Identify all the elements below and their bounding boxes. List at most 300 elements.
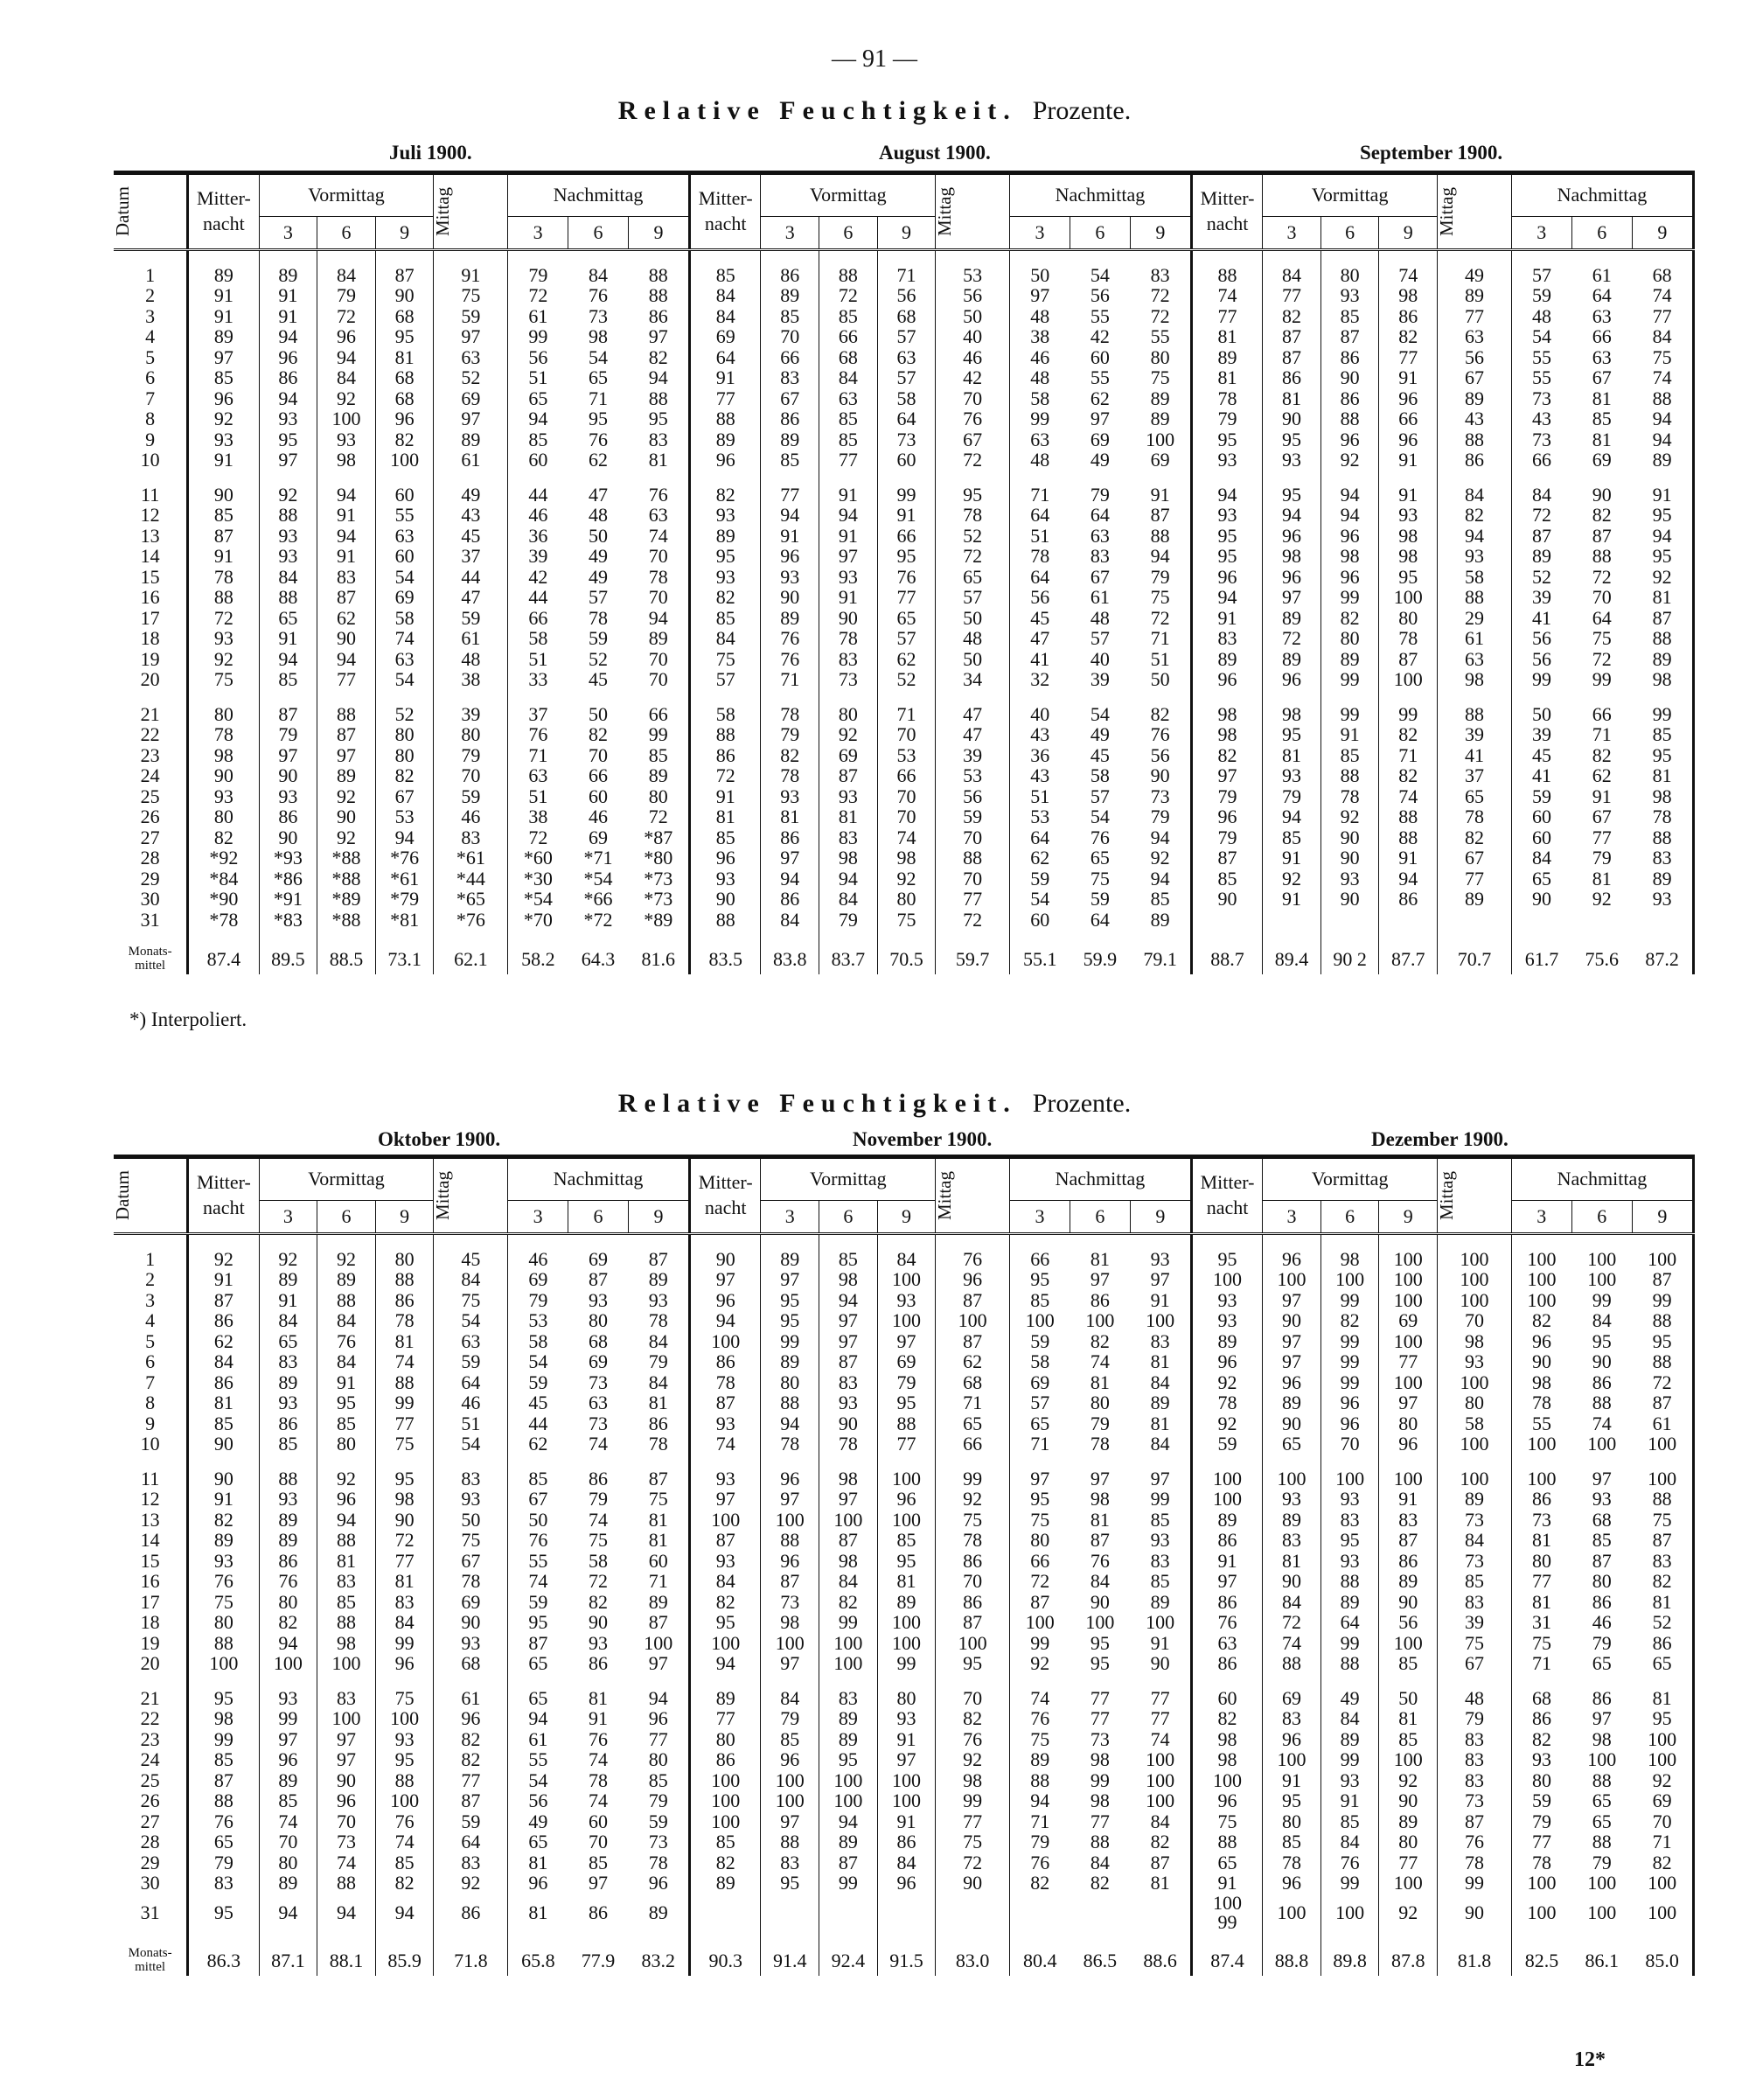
value-cell: 92	[1320, 807, 1379, 828]
monatsmittel-label: Monats- mittel	[114, 1946, 188, 1976]
value-cell: 96	[528, 1872, 548, 1894]
value-cell: 99	[1320, 1873, 1379, 1894]
month-label: November 1900.	[853, 1128, 993, 1150]
value-cell: 96	[317, 1490, 376, 1510]
value-cell: 88	[819, 265, 878, 286]
value-cell: 98	[761, 1613, 819, 1634]
value-cell: 84	[1320, 1709, 1379, 1730]
value-cell: 41	[1438, 745, 1512, 766]
value-cell: 46	[528, 504, 548, 527]
value-cell: 77	[1090, 1810, 1110, 1832]
table-row	[114, 1249, 1694, 1270]
value-cell: 84	[761, 910, 819, 931]
value-cell: 65	[1592, 1652, 1612, 1675]
value-cell: 70	[317, 1811, 376, 1832]
value-cell: 63	[629, 506, 690, 527]
value-cell: 93	[1632, 890, 1693, 910]
value-cell: 88	[1592, 1831, 1612, 1853]
value-cell: 81	[1532, 1590, 1552, 1613]
value-cell: 48	[1532, 304, 1552, 327]
day-cell: 4	[114, 1311, 188, 1332]
value-cell: 82	[434, 1750, 508, 1771]
value-cell: 89	[1379, 1811, 1438, 1832]
value-cell: 75	[877, 910, 936, 931]
value-cell: 75	[629, 1490, 690, 1510]
value-cell: 97	[819, 1311, 878, 1332]
value-cell: 98	[1191, 725, 1262, 746]
value-cell: 86	[1191, 1654, 1262, 1675]
value-cell: 81	[528, 1901, 548, 1923]
mitternacht-header: Mitter- nacht	[1191, 1157, 1262, 1234]
value-cell: 91	[188, 306, 259, 327]
value-cell: 86	[1592, 1371, 1612, 1393]
value-cell: 64	[1592, 606, 1612, 629]
value-cell: 90	[1532, 888, 1552, 910]
value-cell: 66	[1030, 1549, 1050, 1572]
value-cell: 98	[1379, 547, 1438, 568]
value-cell: 74	[877, 827, 936, 848]
value-cell: 84	[1592, 1309, 1612, 1332]
value-cell: 89	[1191, 1331, 1262, 1352]
mean-cell: 87.4	[1191, 1946, 1262, 1976]
mitternacht-header: Mitter- nacht	[188, 1157, 259, 1234]
value-cell: 59	[936, 807, 1010, 828]
value-cell: 95	[1191, 1249, 1262, 1270]
value-cell: 100	[1379, 670, 1438, 691]
value-cell: 69	[589, 1247, 609, 1270]
value-cell: 46	[434, 807, 508, 828]
value-cell: 65	[528, 1652, 548, 1675]
value-cell: 65	[1532, 867, 1552, 890]
day-cell: 1	[114, 1249, 188, 1270]
value-cell: 94	[317, 526, 376, 547]
value-cell: 97	[317, 745, 376, 766]
value-cell: 94	[629, 368, 690, 389]
value-cell: 67	[1438, 368, 1512, 389]
value-cell: 86	[877, 1832, 936, 1853]
value-cell: 85	[690, 1832, 761, 1853]
value-cell: 99	[1592, 1288, 1612, 1311]
value-cell: 85	[528, 428, 548, 450]
value-cell: 69	[1592, 449, 1612, 471]
value-cell: 92	[259, 1249, 317, 1270]
value-cell: 50	[1030, 263, 1050, 286]
value-cell: 96	[375, 1654, 434, 1675]
value-cell: 99	[1632, 704, 1693, 725]
value-cell: 68	[375, 368, 434, 389]
value-cell: 89	[761, 1352, 819, 1373]
value-cell: 59	[629, 1811, 690, 1832]
value-cell: 91	[259, 306, 317, 327]
value-cell: 88	[317, 1873, 376, 1894]
value-cell: 97	[819, 1331, 878, 1352]
day-cell: 12	[114, 506, 188, 527]
value-cell: 69	[1379, 1311, 1438, 1332]
value-cell: 94	[259, 327, 317, 348]
value-cell: 91	[1130, 1633, 1191, 1654]
value-cell: 70	[761, 327, 819, 348]
value-cell: 100	[1438, 1434, 1512, 1455]
value-cell: 89	[1263, 1510, 1321, 1531]
value-cell: 70	[1592, 586, 1612, 609]
value-cell: 56	[1379, 1613, 1438, 1634]
value-cell: 94	[1320, 485, 1379, 506]
value-cell: 60	[375, 547, 434, 568]
value-cell: 97	[1263, 1331, 1321, 1352]
value-cell: 100	[1587, 1268, 1617, 1291]
hour-header: 6	[1320, 216, 1379, 249]
value-cell: 65	[528, 1831, 548, 1853]
value-cell: 87	[1263, 347, 1321, 368]
value-cell: 39	[1438, 1613, 1512, 1634]
hour-header: 3	[508, 1200, 568, 1233]
value-cell: 71	[1592, 723, 1612, 746]
value-cell: 80	[375, 745, 434, 766]
value-cell: 88	[1379, 827, 1438, 848]
value-cell: 88	[1592, 545, 1612, 568]
hour-header: 9	[877, 216, 936, 249]
value-cell: *54	[523, 888, 553, 910]
value-cell: 73	[589, 1412, 609, 1434]
value-cell: 74	[375, 629, 434, 650]
hour-header: 9	[375, 216, 434, 249]
value-cell: 48	[1030, 366, 1050, 389]
value-cell: 92	[1263, 869, 1321, 890]
value-cell: 83	[1320, 1510, 1379, 1531]
value-cell: 93	[877, 1709, 936, 1730]
value-cell: 94	[1632, 526, 1693, 547]
value-cell: 76	[877, 567, 936, 588]
value-cell: 45	[1090, 743, 1110, 766]
value-cell: 95	[761, 1311, 819, 1332]
value-cell: 75	[1632, 347, 1693, 368]
value-cell: 58	[375, 608, 434, 629]
value-cell: 93	[1130, 1531, 1191, 1552]
value-cell: 61	[434, 450, 508, 471]
value-cell: 86	[1379, 306, 1438, 327]
value-cell: 84	[629, 1372, 690, 1393]
value-cell: 63	[1438, 649, 1512, 670]
value-cell: 65	[188, 1832, 259, 1853]
value-cell: 94	[1130, 869, 1191, 890]
value-cell: 83	[1632, 1551, 1693, 1572]
value-cell: 88	[1632, 388, 1693, 409]
value-cell: 90	[690, 1249, 761, 1270]
value-cell: 97	[761, 848, 819, 869]
mean-cell: 86.3	[188, 1946, 259, 1976]
table-row	[114, 1352, 1694, 1373]
value-cell: 82	[1592, 504, 1612, 527]
value-cell: 88	[1632, 1352, 1693, 1373]
value-cell: 99	[1320, 704, 1379, 725]
hour-header: 3	[259, 1200, 317, 1233]
value-cell: 93	[188, 429, 259, 450]
value-cell: 77	[877, 588, 936, 609]
value-cell: 99	[1320, 1750, 1379, 1771]
value-cell: 46	[1592, 1611, 1612, 1634]
value-cell: 88	[259, 506, 317, 527]
value-cell: 84	[1438, 485, 1512, 506]
value-cell: 41	[1532, 764, 1552, 787]
value-cell: 95	[375, 1469, 434, 1490]
day-cell: 4	[114, 327, 188, 348]
value-cell: 56	[1130, 745, 1191, 766]
value-cell: 86	[1379, 890, 1438, 910]
hour-header: 6	[1070, 216, 1130, 249]
value-cell: 79	[259, 725, 317, 746]
value-cell: 98	[1592, 1727, 1612, 1750]
value-cell: 52	[375, 704, 434, 725]
value-cell: 87	[1090, 1529, 1110, 1552]
value-cell: 72	[629, 807, 690, 828]
value-cell: 65	[936, 1413, 1010, 1434]
value-cell: 98	[1438, 1331, 1512, 1352]
value-cell: 94	[1379, 869, 1438, 890]
vormittag-header: Vormittag	[761, 173, 936, 217]
value-cell: 91	[1263, 1770, 1321, 1791]
value-cell: 49	[1438, 265, 1512, 286]
value-cell: 98	[375, 1490, 434, 1510]
value-cell: 100	[819, 1770, 878, 1791]
mean-cell: 87.8	[1379, 1946, 1438, 1976]
value-cell: 84	[761, 1688, 819, 1709]
day-cell: 6	[114, 1352, 188, 1373]
value-cell: 88	[1130, 526, 1191, 547]
value-cell: 81	[1592, 387, 1612, 409]
footnote: *) Interpoliert.	[129, 1008, 247, 1030]
value-cell: 59	[434, 1811, 508, 1832]
value-cell: 67	[1090, 565, 1110, 588]
value-cell: 88	[761, 1393, 819, 1414]
value-cell: 48	[589, 504, 609, 527]
value-cell: 83	[317, 567, 376, 588]
value-cell: 100	[1263, 1270, 1321, 1291]
value-cell: 78	[1030, 545, 1050, 568]
value-cell: 77	[761, 485, 819, 506]
value-cell: 80	[690, 1729, 761, 1750]
value-cell: 88	[259, 588, 317, 609]
value-cell: 41	[1532, 606, 1552, 629]
value-cell: 91	[259, 1290, 317, 1311]
value-cell: 66	[1030, 1247, 1050, 1270]
table-row	[114, 1270, 1694, 1291]
mean-cell: 87.4	[188, 945, 259, 974]
value-cell: 84	[259, 1311, 317, 1332]
table-row	[114, 1709, 1694, 1730]
value-cell: *80	[629, 848, 690, 869]
value-cell: 64	[434, 1372, 508, 1393]
table-row	[114, 1852, 1694, 1873]
value-cell: 91	[1191, 1551, 1262, 1572]
value-cell: 59	[1030, 1329, 1050, 1352]
value-cell: *83	[259, 910, 317, 931]
value-cell: 84	[690, 1572, 761, 1593]
value-cell: 90	[188, 485, 259, 506]
value-cell: 39	[1090, 668, 1110, 691]
value-cell: 60	[375, 485, 434, 506]
value-cell: 86	[761, 890, 819, 910]
value-cell: 89	[259, 1270, 317, 1291]
value-cell: 77	[1130, 1688, 1191, 1709]
value-cell: 78	[761, 1434, 819, 1455]
value-cell: 78	[629, 1852, 690, 1873]
value-cell: 100	[1379, 1873, 1438, 1894]
value-cell: 76	[188, 1572, 259, 1593]
value-cell: 89	[1632, 450, 1693, 471]
value-cell: 88	[375, 1770, 434, 1791]
value-cell: 94	[1632, 429, 1693, 450]
value-cell: 78	[629, 1434, 690, 1455]
value-cell: 81	[1130, 1873, 1191, 1894]
value-cell: 79	[1130, 567, 1191, 588]
value-cell: 88	[629, 265, 690, 286]
value-cell: 82	[819, 1592, 878, 1613]
value-cell: 86	[589, 1467, 609, 1490]
table-row	[114, 725, 1694, 746]
value-cell: 85	[1320, 1811, 1379, 1832]
table-row	[114, 327, 1694, 348]
value-cell: 86	[259, 368, 317, 389]
value-cell: 98	[1090, 1790, 1110, 1812]
value-cell: 77	[690, 1709, 761, 1730]
value-cell: 78	[1532, 1392, 1552, 1414]
value-cell: 99	[1130, 1490, 1191, 1510]
value-cell: 95	[877, 1393, 936, 1414]
value-cell: 59	[528, 1371, 548, 1393]
value-cell: 78	[1379, 629, 1438, 650]
value-cell: 69	[1090, 428, 1110, 450]
value-cell: 78	[819, 629, 878, 650]
value-cell: 88	[1632, 1490, 1693, 1510]
mean-cell: 85.9	[375, 1946, 434, 1976]
value-cell: 89	[1532, 545, 1552, 568]
value-cell: 87	[317, 725, 376, 746]
value-cell: 93	[259, 409, 317, 430]
value-cell: 85	[819, 429, 878, 450]
value-cell: 76	[1090, 1549, 1110, 1572]
value-cell: 97	[1379, 1393, 1438, 1414]
value-cell: *73	[629, 890, 690, 910]
value-cell: 95	[690, 1613, 761, 1634]
value-cell: 95	[1379, 567, 1438, 588]
value-cell: 84	[317, 368, 376, 389]
value-cell: 58	[1030, 1350, 1050, 1373]
value-cell: 90	[1320, 827, 1379, 848]
title-main: Relative Feuchtigkeit.	[617, 1089, 1017, 1118]
value-cell: 88	[1090, 1831, 1110, 1853]
value-cell: 65	[1592, 1790, 1612, 1812]
value-cell: 95	[528, 1611, 548, 1634]
value-cell	[1379, 910, 1438, 931]
value-cell: 66	[819, 327, 878, 348]
value-cell: *61	[375, 869, 434, 890]
mean-cell: 87.7	[1379, 945, 1438, 974]
value-cell: 77	[1130, 1709, 1191, 1730]
value-cell: 92	[317, 1249, 376, 1270]
value-cell: 78	[1632, 807, 1693, 828]
value-cell: 90	[188, 1434, 259, 1455]
value-cell: 80	[188, 807, 259, 828]
value-cell: 52	[1632, 1613, 1693, 1634]
value-cell: 99	[1320, 588, 1379, 609]
value-cell: 63	[434, 347, 508, 368]
value-cell: 39	[1438, 725, 1512, 746]
value-cell: 97	[1263, 588, 1321, 609]
value-cell: 90	[1263, 1311, 1321, 1332]
value-cell: 54	[589, 345, 609, 368]
value-cell: 80	[188, 1613, 259, 1634]
value-cell: 65	[936, 567, 1010, 588]
value-cell: 88	[690, 910, 761, 931]
value-cell: 77	[1090, 1707, 1110, 1730]
value-cell: 87	[690, 1393, 761, 1414]
value-cell: 91	[589, 1707, 609, 1730]
value-cell: 90	[1320, 848, 1379, 869]
day-cell: 25	[114, 786, 188, 807]
value-cell: 82	[1030, 1872, 1050, 1894]
value-cell: 100	[877, 1510, 936, 1531]
value-cell: 83	[1438, 1729, 1512, 1750]
value-cell: 71	[877, 265, 936, 286]
mittag-header: Mittag	[1438, 173, 1512, 250]
value-cell: 44	[528, 483, 548, 506]
value-cell: 70	[936, 388, 1010, 409]
value-cell: 86	[1532, 1707, 1552, 1730]
value-cell: 97	[1263, 1290, 1321, 1311]
day-cell: 16	[114, 1572, 188, 1593]
table-row	[114, 1551, 1694, 1572]
value-cell: 100	[1527, 1247, 1557, 1270]
value-cell: 93	[1191, 1290, 1262, 1311]
value-cell: 89	[761, 286, 819, 307]
mean-cell: 82.5	[1524, 1950, 1559, 1971]
table-row	[114, 547, 1694, 568]
value-cell: 91	[1379, 485, 1438, 506]
day-cell: 9	[114, 429, 188, 450]
value-cell: 88	[877, 1413, 936, 1434]
value-cell: 93	[1320, 286, 1379, 307]
value-cell: 58	[1030, 387, 1050, 409]
value-cell: 70	[434, 766, 508, 787]
value-cell: 85	[761, 306, 819, 327]
vormittag-header: Vormittag	[259, 173, 434, 217]
value-cell: 91	[1191, 608, 1262, 629]
value-cell: 97	[434, 327, 508, 348]
value-cell: 86	[434, 1894, 508, 1932]
value-cell: 86	[1592, 1590, 1612, 1613]
value-cell: 76	[1438, 1832, 1512, 1853]
value-cell: 93	[690, 567, 761, 588]
value-cell: 89	[1438, 1490, 1512, 1510]
value-cell: 92	[188, 409, 259, 430]
value-cell: 89	[1030, 1748, 1050, 1771]
value-cell: 75	[1130, 368, 1191, 389]
value-cell: 40	[936, 327, 1010, 348]
mean-cell: 71.8	[434, 1946, 508, 1976]
value-cell: 85	[188, 368, 259, 389]
value-cell: 89	[629, 1270, 690, 1291]
hour-header: 6	[317, 1200, 376, 1233]
value-cell: 77	[1379, 1852, 1438, 1873]
value-cell: 75	[1030, 1727, 1050, 1750]
value-cell: 45	[434, 526, 508, 547]
value-cell: 86	[690, 745, 761, 766]
value-cell: 74	[259, 1811, 317, 1832]
value-cell: 93	[1320, 1490, 1379, 1510]
value-cell: 82	[1191, 1709, 1262, 1730]
value-cell	[1438, 910, 1512, 931]
table-row	[114, 1434, 1694, 1455]
